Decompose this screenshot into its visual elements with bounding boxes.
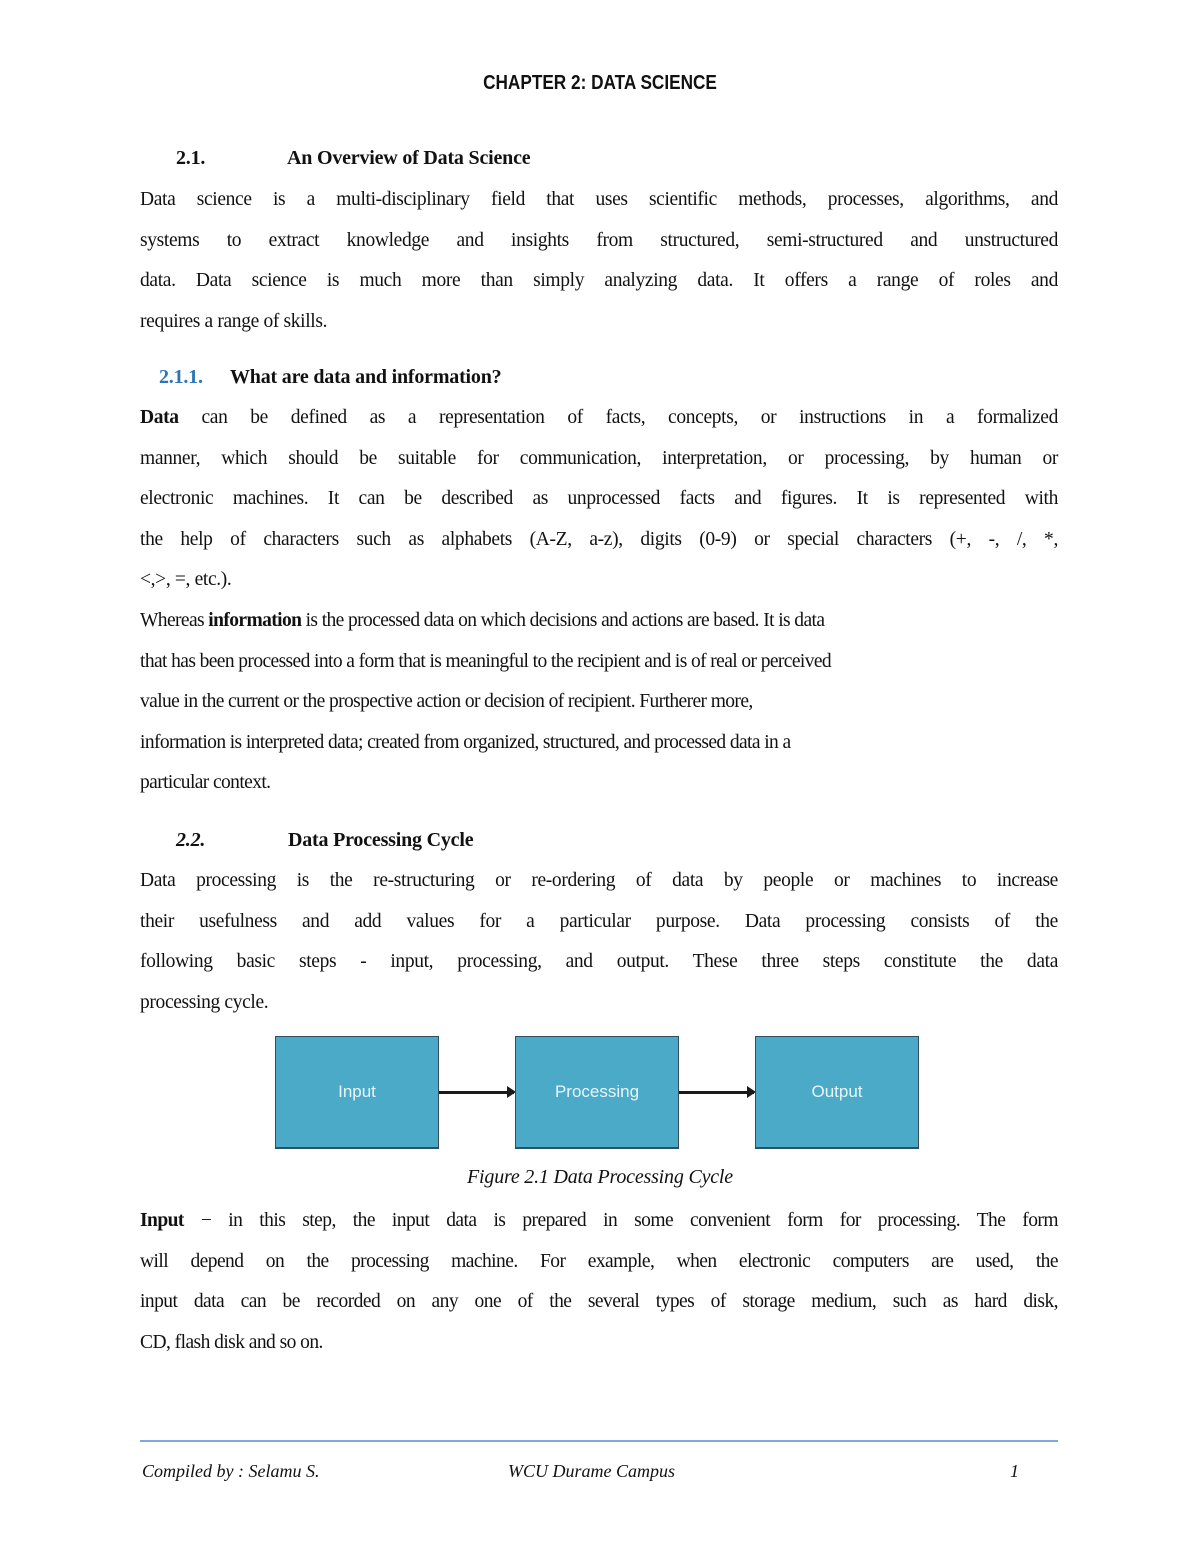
text-line: requires a range of skills. [140, 310, 328, 332]
page-number: 1 [1010, 1461, 1019, 1481]
step-box-input: Input [275, 1036, 439, 1149]
text-line: <,>, =, etc.). [140, 569, 232, 591]
text-line: CD, flash disk and so on. [140, 1331, 323, 1353]
footer-campus: WCU Durame Campus [508, 1461, 676, 1481]
text-line: will depend on the processing machine. For example, when electronic computers are used, the [140, 1250, 1058, 1272]
text-line: the help of characters such as alphabets (A-Z, a-z), digits (0-9) or special characters (+, -, /, *, [140, 528, 1058, 550]
input-step-paragraph [140, 1201, 1058, 1363]
section-title: What are data and information? [230, 366, 502, 388]
term-data: Data [140, 407, 179, 428]
figure-caption: Figure 2.1 Data Processing Cycle [467, 1166, 733, 1188]
section-title: Data Processing Cycle [288, 829, 474, 851]
text-line: manner, which should be suitable for communication, interpretation, or processing, by human or [140, 447, 1058, 469]
data-processing-cycle-diagram [275, 1036, 923, 1152]
text-line: systems to extract knowledge and insights from structured, semi-structured and unstructured [140, 229, 1058, 251]
text-line: Data processing is the re-structuring or re-ordering of data by people or machines to increase [140, 870, 1058, 891]
text-span: − in this step, the input data is prepared in some convenient form for processing. The form [183, 1210, 1058, 1231]
section-number: 2.2. [176, 829, 206, 851]
footer-author: Compiled by : Selamu S. [142, 1461, 320, 1481]
text-span: is the processed data on which decisions and actions are based. It is data [301, 610, 825, 631]
step-box-output: Output [755, 1036, 919, 1149]
step-box-processing: Processing [515, 1036, 679, 1149]
text-line: electronic machines. It can be described as unprocessed facts and figures. It is represented with [140, 488, 1058, 510]
chapter-title: CHAPTER 2: DATA SCIENCE [483, 72, 717, 94]
data-processing-paragraph [140, 861, 1058, 1023]
text-line: Data science is a multi-disciplinary field that uses scientific methods, processes, algorithms, and [140, 189, 1058, 210]
text-line: that has been processed into a form that is meaningful to the recipient and is of real or perceived [140, 650, 832, 672]
text-line: particular context. [140, 772, 271, 794]
term-input: Input [140, 1210, 184, 1231]
section-title: An Overview of Data Science [287, 147, 531, 169]
section-number: 2.1.1. [159, 366, 203, 388]
footer-divider [140, 1440, 1058, 1442]
term-information: information [208, 610, 302, 631]
text-line: processing cycle. [140, 991, 269, 1013]
section-number: 2.1. [176, 147, 206, 169]
text-line: input data can be recorded on any one of the several types of storage medium, such as hard disk, [140, 1291, 1058, 1313]
text-line: data. Data science is much more than simply analyzing data. It offers a range of roles and [140, 270, 1058, 292]
text-span: Whereas [140, 610, 209, 631]
text-line: value in the current or the prospective action or decision of recipient. Furtherer more, [140, 691, 753, 713]
text-line: following basic steps - input, processing, and output. These three steps constitute the data [140, 951, 1058, 973]
text-span: can be defined as a representation of facts, concepts, or instructions in a formalized [178, 407, 1058, 428]
text-line: their usefulness and add values for a particular purpose. Data processing consists of the [140, 910, 1058, 932]
arrow-icon [679, 1091, 754, 1094]
arrow-icon [439, 1091, 514, 1094]
data-definition-paragraph [140, 398, 1058, 601]
text-line: information is interpreted data; created from organized, structured, and processed data in a [140, 731, 791, 753]
overview-paragraph [140, 180, 1058, 342]
information-definition-paragraph [140, 601, 1058, 804]
